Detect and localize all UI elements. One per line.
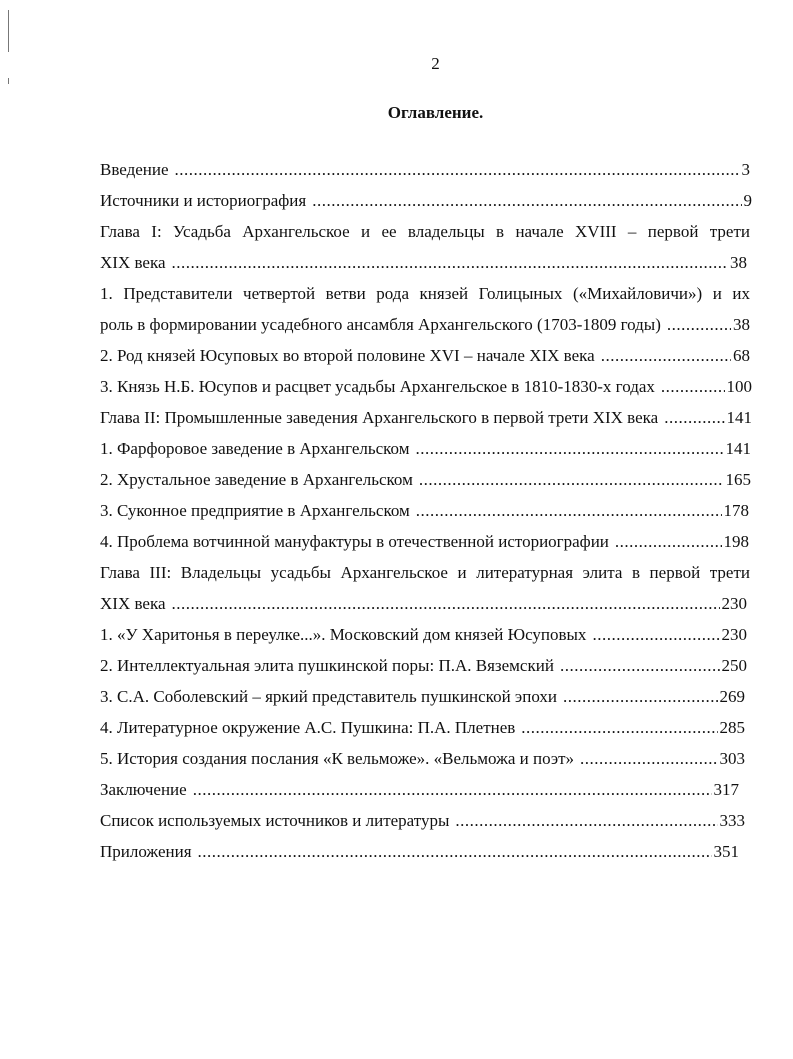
toc-entry-chapter-3-section-4[interactable] (100, 718, 745, 742)
toc-entry-sources[interactable] (100, 191, 752, 215)
toc-entry-page: 178 (723, 501, 749, 520)
dot-leader (615, 532, 722, 552)
dot-leader (198, 842, 712, 862)
toc-entry-page: 250 (721, 656, 747, 675)
toc-entry-page: 165 (725, 470, 751, 489)
toc-entry-bibliography[interactable] (100, 811, 745, 835)
dot-leader (455, 811, 717, 831)
toc-entry-label: Введение (100, 160, 169, 179)
dot-leader (580, 749, 717, 769)
toc-entry-page: 333 (719, 811, 745, 830)
toc-entry-chapter-1-section-3[interactable] (100, 377, 752, 401)
toc-entry-chapter-1-section-2[interactable] (100, 346, 750, 370)
toc-entry-chapter-3-section-1[interactable] (100, 625, 747, 649)
dot-leader (592, 625, 719, 645)
dot-leader (419, 470, 724, 490)
toc-entry-label: 5. История создания послания «К вельможе». «Вельможа и поэт» (100, 749, 575, 768)
dot-leader (416, 501, 722, 521)
toc-entry-label: 2. Интеллектуальная элита пушкинской поры: П.А. Вяземский (100, 656, 554, 675)
toc-entry-label: 3. Суконное предприятие в Архангельском (100, 501, 410, 520)
toc-entry-label: 4. Литературное окружение А.С. Пушкина: П.А. Плетнев (100, 718, 516, 737)
toc-entry-conclusion[interactable] (100, 780, 739, 804)
dot-leader (560, 656, 720, 676)
toc-entry-label: Список используемых источников и литературы (100, 811, 450, 830)
toc-entry-intro[interactable] (100, 160, 750, 184)
toc-entry-page: 303 (719, 749, 745, 768)
toc-entry-label: Приложения (100, 842, 192, 861)
toc-entry-chapter-2[interactable] (100, 408, 752, 432)
toc-entry-page: 317 (713, 780, 739, 799)
toc-entry-label: XIX века (100, 253, 166, 272)
toc-entry-chapter-3-section-3[interactable] (100, 687, 745, 711)
dot-leader (664, 408, 724, 428)
scan-margin-mark (8, 10, 9, 52)
toc-entry-page: 285 (719, 718, 745, 737)
dot-leader (415, 439, 723, 459)
toc-entry-chapter-1-section-1-line: 1. Представители четвертой ветви рода князей Голицыных («Михайловичи») и их (100, 284, 750, 303)
toc-entry-page: 141 (725, 439, 751, 458)
toc-title: Оглавление. (387, 103, 484, 122)
toc-entry-page: 141 (726, 408, 752, 427)
dot-leader (175, 160, 740, 180)
toc-entry-label: Заключение (100, 780, 187, 799)
toc-entry-page: 198 (723, 532, 749, 551)
toc-entry-label: 3. С.А. Соболевский – яркий представитель пушкинской эпохи (100, 687, 557, 706)
toc-entry-page: 68 (733, 346, 750, 365)
toc-entry-label: 2. Хрустальное заведение в Архангельском (100, 470, 413, 489)
dot-leader (521, 718, 717, 738)
toc-entry-page: 3 (741, 160, 750, 179)
toc-entry-label: 3. Князь Н.Б. Юсупов и расцвет усадьбы Архангельское в 1810-1830-х годах (100, 377, 655, 396)
toc-entry-label: 1. «У Харитонья в переулке...». Московский дом князей Юсуповых (100, 625, 587, 644)
toc-entry-chapter-2-section-4[interactable] (100, 532, 749, 556)
toc-entry-page: 351 (713, 842, 739, 861)
toc-entry-appendix[interactable] (100, 842, 739, 866)
toc-entry-page: 230 (721, 625, 747, 644)
toc-entry-page: 38 (733, 315, 750, 334)
dot-leader (312, 191, 741, 211)
toc-entry-page: 269 (719, 687, 745, 706)
dot-leader (193, 780, 712, 800)
dot-leader (661, 377, 725, 397)
toc-entry-chapter-2-section-3[interactable] (100, 501, 749, 525)
toc-entry-chapter-2-section-2[interactable] (100, 470, 751, 494)
toc-entry-label: XIX века (100, 594, 166, 613)
toc-entry-chapter-3-section-5[interactable] (100, 749, 745, 773)
toc-entry-page: 38 (730, 253, 747, 272)
toc-entry-page: 230 (721, 594, 747, 613)
toc-entry-label: Источники и историография (100, 191, 307, 210)
dot-leader (172, 253, 729, 273)
dot-leader (172, 594, 720, 614)
toc-entry-label: 1. Фарфоровое заведение в Архангельском (100, 439, 410, 458)
toc-entry-chapter-1-line: Глава I: Усадьба Архангельское и ее владельцы в начале XVIII – первой трети (100, 222, 750, 241)
toc-entry-chapter-2-section-1[interactable] (100, 439, 751, 463)
toc-entry-page: 9 (743, 191, 752, 210)
toc-entry-page: 100 (726, 377, 752, 396)
toc-entry-chapter-1-section-1[interactable] (100, 315, 750, 339)
dot-leader (563, 687, 718, 707)
dot-leader (667, 315, 731, 335)
toc-entry-label: 2. Род князей Юсуповых во второй половине XVI – начале XIX века (100, 346, 595, 365)
toc-entry-label: 4. Проблема вотчинной мануфактуры в отечественной историографии (100, 532, 609, 551)
toc-entry-chapter-1[interactable] (100, 253, 747, 277)
page-number: 2 (431, 54, 440, 73)
toc-entry-chapter-3[interactable] (100, 594, 747, 618)
toc-entry-chapter-3-line: Глава III: Владельцы усадьбы Архангельское и литературная элита в первой трети (100, 563, 750, 582)
toc-entry-label: Глава II: Промышленные заведения Архангельского в первой трети XIX века (100, 408, 659, 427)
dot-leader (601, 346, 731, 366)
scan-margin-mark (8, 78, 9, 84)
toc-entry-label: роль в формировании усадебного ансамбля Архангельского (1703-1809 годы) (100, 315, 661, 334)
toc-entry-chapter-3-section-2[interactable] (100, 656, 747, 680)
